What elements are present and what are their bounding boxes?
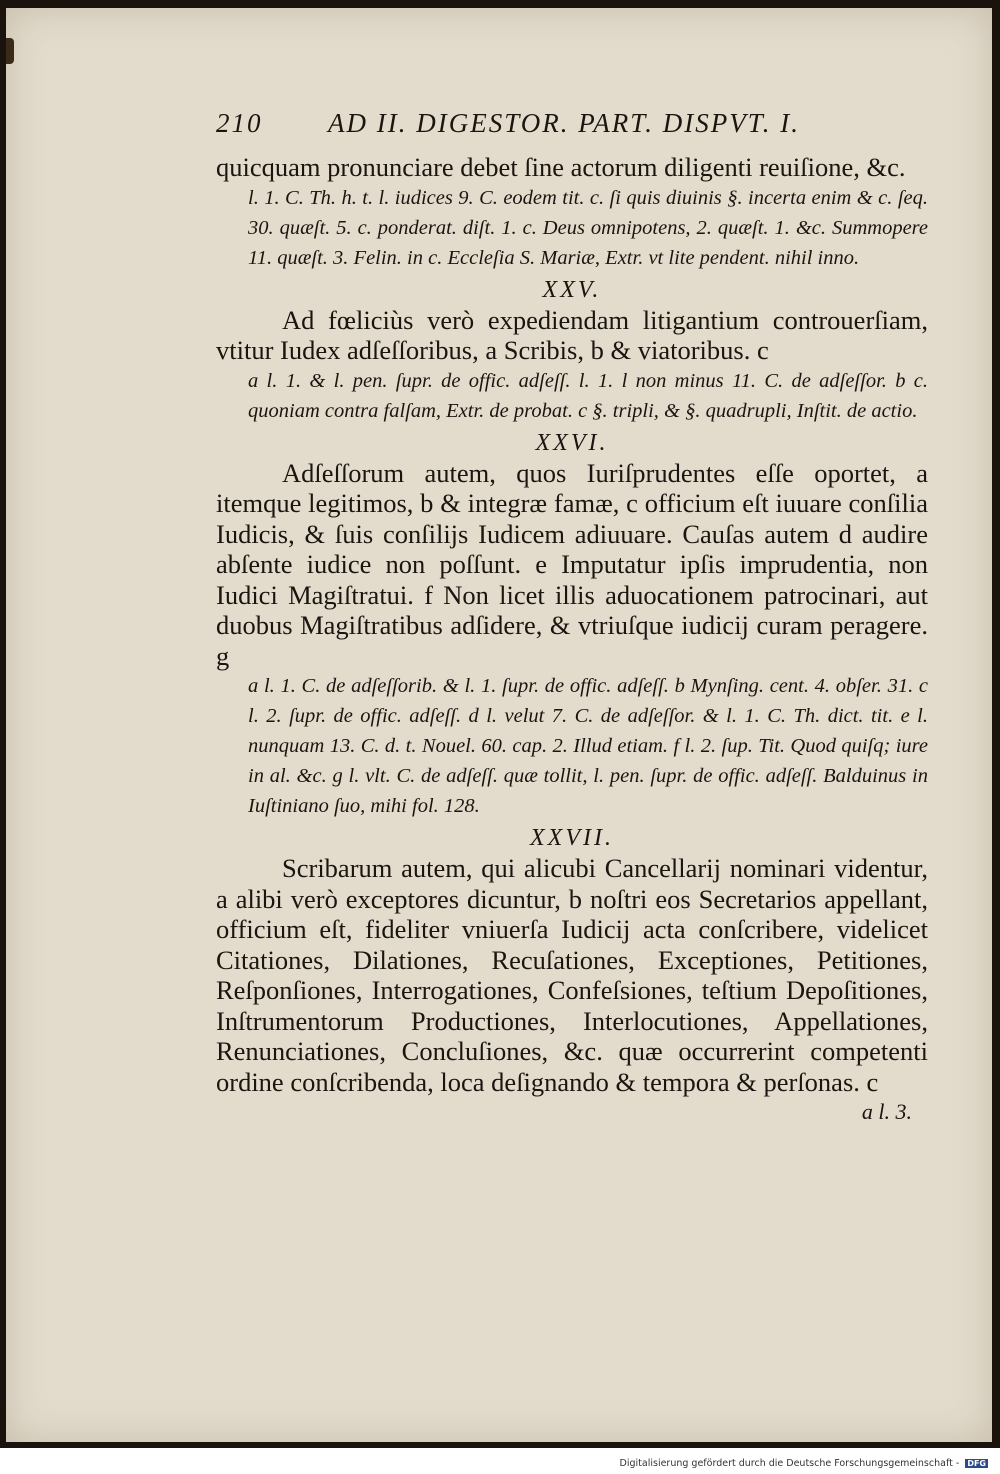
paragraph-xxvii: Scribarum autem, qui alicubi Cancellarij nominari videntur, a alibi verò exceptores dicuntur, b noſtri eos Secretarios appellant, officium eſt, fideliter vniuerſa Iudicij acta conſcribere, videlicet Citationes, Dilationes, Recuſationes, Exceptiones, Petitiones, Reſponſiones, Interrogationes, Confeſsiones, teſtium Depoſitiones, Inſtrumentorum Productiones, Interlocutiones, Appellationes, Renunciationes, Concluſiones, &c. quæ occurrerint competenti ordine conſcribenda, loca deſignando & tempora & perſonas. c <box>216 853 928 1097</box>
dfg-logo: DFG <box>967 1459 986 1468</box>
page-number: 210 <box>216 108 263 138</box>
footnote-block-2: a l. 1. & l. pen. ſupr. de offic. adſeſſ. l. 1. l non minus 11. C. de adſeſſor. b c. quoniam contra falſam, Extr. de probat. c §. tripli, & §. quadrupli, Inſtit. de actio. <box>248 369 928 422</box>
section-heading-xxvi: XXVI. <box>535 429 609 456</box>
page-text-block <box>216 108 928 1125</box>
page-header <box>216 108 928 152</box>
footnote-block-3: a l. 1. C. de adſeſſorib. & l. 1. ſupr. de offic. adſeſſ. b Mynſing. cent. 4. obſer. 31. c l. 2. ſupr. de offic. adſeſſ. d l. velut 7. C. de adſeſſor. & l. 1. C. Th. dict. tit. e l. nunquam 13. C. d. t. Nouel. 60. cap. 2. Illud etiam. f l. 2. ſup. Tit. Quod quiſq; iure in al. &c. g l. vlt. C. de adſeſſ. quæ tollit, l. pen. ſupr. de offic. adſeſſ. Balduinus in Iuſtiniano ſuo, mihi fol. 128. <box>248 675 928 817</box>
paragraph-continuation: quicquam pronunciare debet ſine actorum diligenti reuiſione, &c. <box>216 152 906 182</box>
footnote-block-1: l. 1. C. Th. h. t. l. iudices 9. C. eodem tit. c. ſi quis diuinis §. incerta enim & c. ſeq. 30. quæſt. 5. c. ponderat. diſt. 1. c. Deus omnipotens, 2. quæſt. 1. &c. Summopere 11. quæſt. 3. Felin. in c. Eccleſia S. Mariæ, Extr. vt lite pendent. nihil inno. <box>248 186 928 269</box>
section-heading-xxvii: XXVII. <box>530 825 614 851</box>
section-heading-xxv: XXV. <box>542 276 602 303</box>
running-head: AD II. DIGESTOR. PART. DISPVT. I. <box>328 108 800 138</box>
page-edge-mark <box>6 38 14 64</box>
catchword: a l. 3. <box>861 1099 912 1124</box>
paragraph-xxvi: Adſeſſorum autem, quos Iuriſprudentes eſſe oportet, a itemque legitimos, b & integræ famæ, c officium eſt iuuare conſilia Iudicis, & ſuis conſilijs Iudicem adiuuare. Cauſas autem d audire abſente iudice non poſſunt. e Imputatur ipſis imprudentia, non Iudici Magiſtratui. f Non licet illis aduocationem patrocinari, aut duobus Magiſtratibus adſidere, & vtriuſque iudicij curam peragere. g <box>216 457 928 671</box>
credit-text: Digitalisierung gefördert durch die Deutsche Forschungsgemeinschaft - <box>619 1458 960 1469</box>
paragraph-xxv: Ad fœliciùs verò expediendam litigantium controuerſiam, vtitur Iudex adſeſſoribus, a Scribis, b & viatoribus. c <box>216 304 928 365</box>
digitization-credit <box>620 1458 988 1469</box>
